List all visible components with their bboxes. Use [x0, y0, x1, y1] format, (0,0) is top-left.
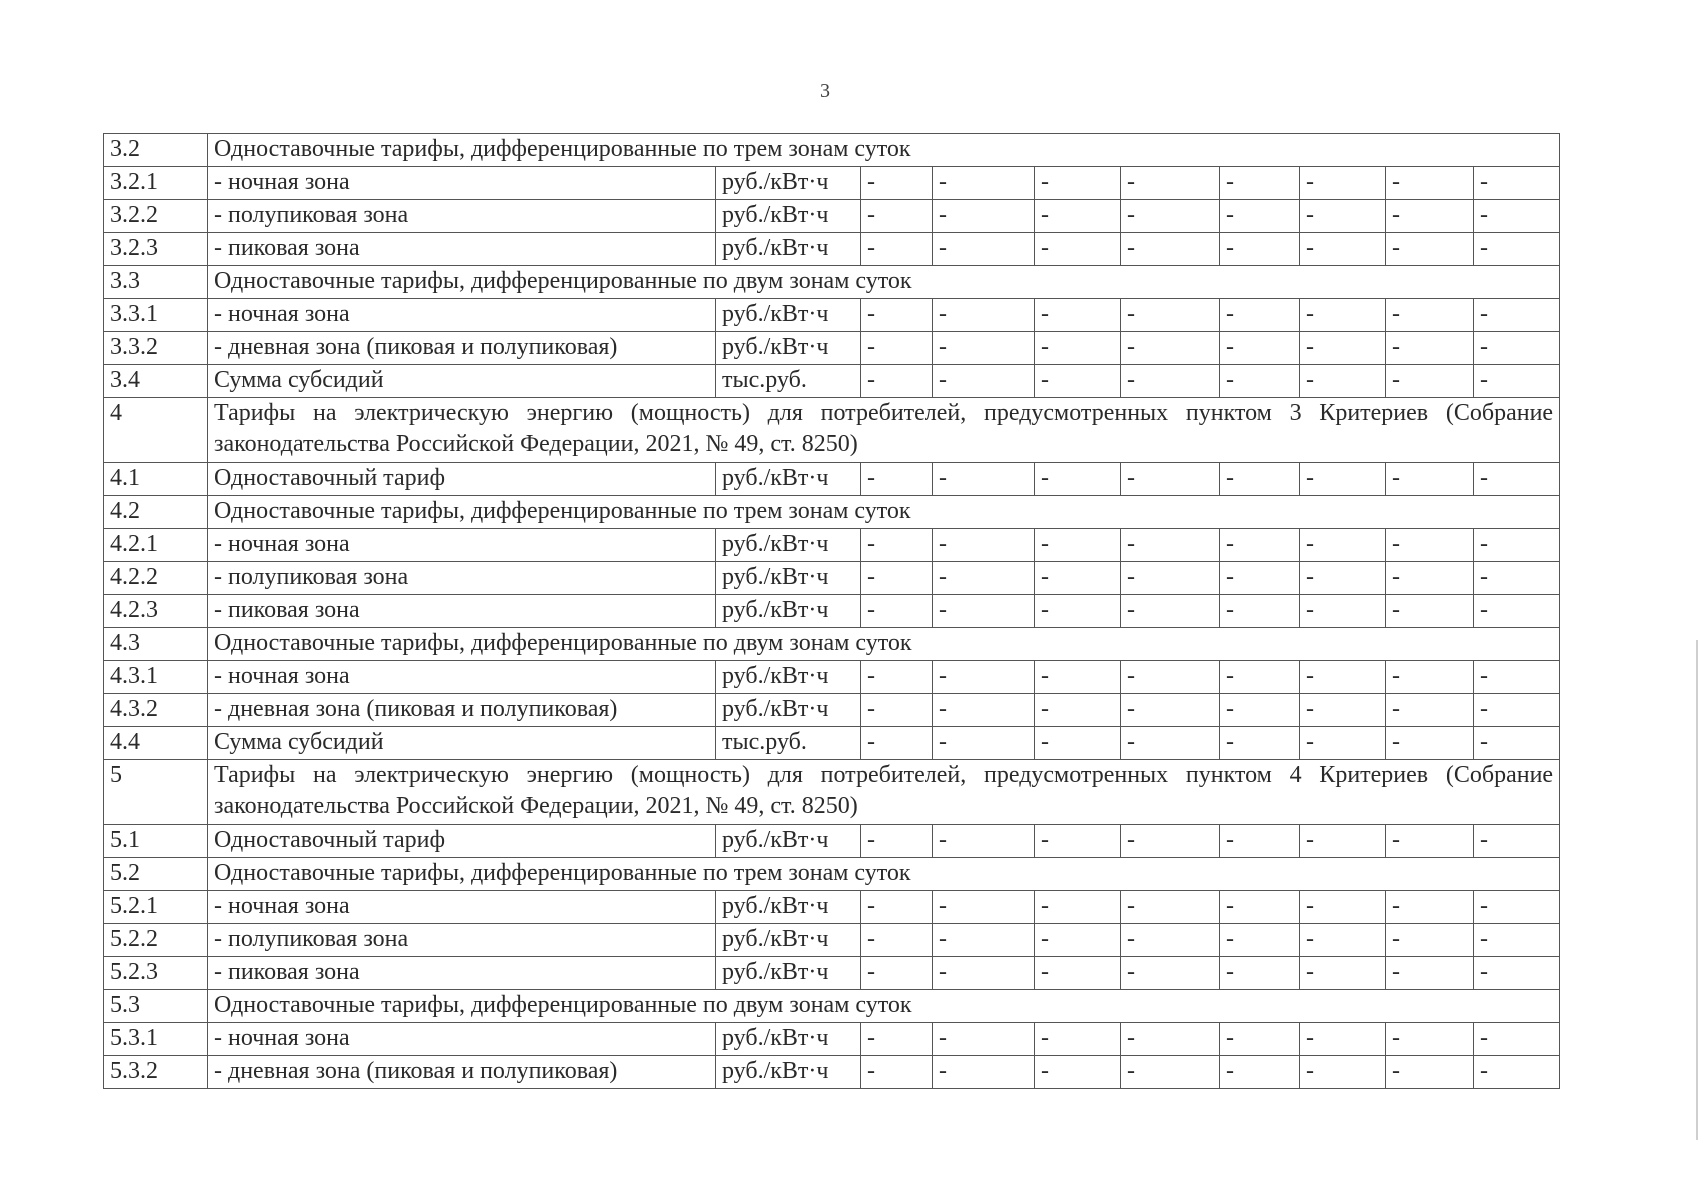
- value-cell: -: [1300, 299, 1386, 332]
- unit-cell: руб./кВт·ч: [716, 529, 861, 562]
- section-title: Одноставочные тарифы, дифференцированные по трем зонам суток: [208, 496, 1560, 529]
- value-cell: -: [1220, 661, 1300, 694]
- value-cell: -: [1386, 924, 1474, 957]
- value-cell: -: [1220, 1023, 1300, 1056]
- value-cell: -: [1035, 1023, 1121, 1056]
- value-cell: -: [861, 167, 933, 200]
- row-number: 3.2.3: [104, 233, 208, 266]
- value-cell: -: [1300, 167, 1386, 200]
- table-row: [104, 200, 1560, 233]
- indicator-name: - пиковая зона: [208, 233, 716, 266]
- value-cell: -: [1035, 299, 1121, 332]
- indicator-name: - полупиковая зона: [208, 924, 716, 957]
- value-cell: -: [1220, 365, 1300, 398]
- value-cell: -: [1386, 661, 1474, 694]
- value-cell: -: [1386, 595, 1474, 628]
- value-cell: -: [1220, 562, 1300, 595]
- value-cell: -: [1474, 727, 1560, 760]
- value-cell: -: [1121, 1056, 1220, 1089]
- table-row: [104, 595, 1560, 628]
- table-row: [104, 891, 1560, 924]
- value-cell: -: [1035, 727, 1121, 760]
- section-row: [104, 398, 1560, 463]
- value-cell: -: [1220, 233, 1300, 266]
- value-cell: -: [1386, 167, 1474, 200]
- indicator-name: - пиковая зона: [208, 595, 716, 628]
- table-row: [104, 529, 1560, 562]
- indicator-name: Сумма субсидий: [208, 727, 716, 760]
- value-cell: -: [1121, 167, 1220, 200]
- value-cell: -: [933, 365, 1035, 398]
- value-cell: -: [1035, 562, 1121, 595]
- value-cell: -: [1035, 661, 1121, 694]
- value-cell: -: [861, 200, 933, 233]
- row-number: 3.3: [104, 266, 208, 299]
- value-cell: -: [1474, 299, 1560, 332]
- unit-cell: руб./кВт·ч: [716, 924, 861, 957]
- value-cell: -: [1300, 661, 1386, 694]
- table-row: [104, 957, 1560, 990]
- value-cell: -: [1386, 1056, 1474, 1089]
- unit-cell: руб./кВт·ч: [716, 891, 861, 924]
- value-cell: -: [1300, 365, 1386, 398]
- section-title: Одноставочные тарифы, дифференцированные по трем зонам суток: [208, 858, 1560, 891]
- value-cell: -: [1474, 200, 1560, 233]
- indicator-name: - пиковая зона: [208, 957, 716, 990]
- row-number: 4.2.1: [104, 529, 208, 562]
- value-cell: -: [861, 891, 933, 924]
- value-cell: -: [1474, 825, 1560, 858]
- value-cell: -: [1300, 1023, 1386, 1056]
- value-cell: -: [1474, 924, 1560, 957]
- value-cell: -: [1300, 595, 1386, 628]
- indicator-name: Одноставочный тариф: [208, 825, 716, 858]
- table-row: [104, 332, 1560, 365]
- indicator-name: - дневная зона (пиковая и полупиковая): [208, 1056, 716, 1089]
- value-cell: -: [1386, 562, 1474, 595]
- value-cell: -: [1386, 1023, 1474, 1056]
- value-cell: -: [861, 595, 933, 628]
- value-cell: -: [1035, 694, 1121, 727]
- value-cell: -: [1121, 562, 1220, 595]
- section-row: [104, 990, 1560, 1023]
- row-number: 3.2.1: [104, 167, 208, 200]
- row-number: 5.2.3: [104, 957, 208, 990]
- value-cell: -: [933, 727, 1035, 760]
- row-number: 4.4: [104, 727, 208, 760]
- row-number: 3.4: [104, 365, 208, 398]
- indicator-name: - ночная зона: [208, 661, 716, 694]
- value-cell: -: [933, 529, 1035, 562]
- value-cell: -: [1386, 365, 1474, 398]
- value-cell: -: [1300, 562, 1386, 595]
- row-number: 4.3: [104, 628, 208, 661]
- value-cell: -: [861, 332, 933, 365]
- row-number: 4.3.1: [104, 661, 208, 694]
- section-row: [104, 266, 1560, 299]
- table-row: [104, 727, 1560, 760]
- value-cell: -: [1035, 957, 1121, 990]
- row-number: 5.3: [104, 990, 208, 1023]
- value-cell: -: [1300, 200, 1386, 233]
- table-row: [104, 694, 1560, 727]
- section-row: [104, 760, 1560, 825]
- value-cell: -: [1474, 529, 1560, 562]
- indicator-name: - ночная зона: [208, 529, 716, 562]
- row-number: 4: [104, 398, 208, 463]
- value-cell: -: [1474, 957, 1560, 990]
- row-number: 4.2.2: [104, 562, 208, 595]
- unit-cell: руб./кВт·ч: [716, 1056, 861, 1089]
- indicator-name: - дневная зона (пиковая и полупиковая): [208, 332, 716, 365]
- unit-cell: тыс.руб.: [716, 365, 861, 398]
- unit-cell: тыс.руб.: [716, 727, 861, 760]
- value-cell: -: [1121, 595, 1220, 628]
- section-row: [104, 858, 1560, 891]
- section-title: Одноставочные тарифы, дифференцированные по двум зонам суток: [208, 990, 1560, 1023]
- section-row: [104, 496, 1560, 529]
- row-number: 5.3.2: [104, 1056, 208, 1089]
- value-cell: -: [1035, 233, 1121, 266]
- value-cell: -: [1474, 891, 1560, 924]
- table-row: [104, 233, 1560, 266]
- value-cell: -: [1035, 365, 1121, 398]
- table-row: [104, 365, 1560, 398]
- row-number: 4.3.2: [104, 694, 208, 727]
- value-cell: -: [861, 825, 933, 858]
- value-cell: -: [1300, 924, 1386, 957]
- value-cell: -: [1121, 365, 1220, 398]
- row-number: 3.2: [104, 134, 208, 167]
- value-cell: -: [1386, 957, 1474, 990]
- value-cell: -: [1300, 332, 1386, 365]
- indicator-name: - ночная зона: [208, 1023, 716, 1056]
- unit-cell: руб./кВт·ч: [716, 299, 861, 332]
- value-cell: -: [1474, 233, 1560, 266]
- unit-cell: руб./кВт·ч: [716, 200, 861, 233]
- value-cell: -: [1474, 595, 1560, 628]
- row-number: 4.1: [104, 463, 208, 496]
- value-cell: -: [1121, 825, 1220, 858]
- unit-cell: руб./кВт·ч: [716, 957, 861, 990]
- unit-cell: руб./кВт·ч: [716, 332, 861, 365]
- value-cell: -: [1386, 891, 1474, 924]
- value-cell: -: [861, 529, 933, 562]
- value-cell: -: [1300, 825, 1386, 858]
- row-number: 5.2.2: [104, 924, 208, 957]
- value-cell: -: [1300, 694, 1386, 727]
- value-cell: -: [1220, 825, 1300, 858]
- value-cell: -: [861, 1023, 933, 1056]
- value-cell: -: [1121, 299, 1220, 332]
- section-row: [104, 134, 1560, 167]
- unit-cell: руб./кВт·ч: [716, 825, 861, 858]
- value-cell: -: [933, 463, 1035, 496]
- value-cell: -: [1035, 332, 1121, 365]
- unit-cell: руб./кВт·ч: [716, 694, 861, 727]
- value-cell: -: [1121, 233, 1220, 266]
- value-cell: -: [1386, 463, 1474, 496]
- value-cell: -: [933, 891, 1035, 924]
- value-cell: -: [933, 167, 1035, 200]
- indicator-name: Сумма субсидий: [208, 365, 716, 398]
- indicator-name: - ночная зона: [208, 167, 716, 200]
- value-cell: -: [861, 727, 933, 760]
- value-cell: -: [861, 1056, 933, 1089]
- value-cell: -: [1300, 957, 1386, 990]
- value-cell: -: [1035, 529, 1121, 562]
- value-cell: -: [1035, 891, 1121, 924]
- value-cell: -: [861, 233, 933, 266]
- section-title: Тарифы на электрическую энергию (мощность) для потребителей, предусмотренных пунктом 3 Критериев (Собрание законодательства Российской Федерации, 2021, № 49, ст. 8250): [208, 398, 1560, 463]
- table-row: [104, 167, 1560, 200]
- value-cell: -: [933, 1056, 1035, 1089]
- table-row: [104, 924, 1560, 957]
- value-cell: -: [1386, 299, 1474, 332]
- row-number: 3.3.2: [104, 332, 208, 365]
- section-title: Одноставочные тарифы, дифференцированные по трем зонам суток: [208, 134, 1560, 167]
- value-cell: -: [1035, 463, 1121, 496]
- table-row: [104, 1056, 1560, 1089]
- value-cell: -: [1386, 233, 1474, 266]
- value-cell: -: [1474, 694, 1560, 727]
- value-cell: -: [1386, 825, 1474, 858]
- value-cell: -: [1474, 1023, 1560, 1056]
- value-cell: -: [1300, 891, 1386, 924]
- unit-cell: руб./кВт·ч: [716, 595, 861, 628]
- value-cell: -: [933, 1023, 1035, 1056]
- value-cell: -: [1121, 529, 1220, 562]
- table-row: [104, 1023, 1560, 1056]
- value-cell: -: [933, 332, 1035, 365]
- row-number: 5: [104, 760, 208, 825]
- value-cell: -: [1220, 200, 1300, 233]
- value-cell: -: [861, 463, 933, 496]
- value-cell: -: [1220, 332, 1300, 365]
- value-cell: -: [1220, 727, 1300, 760]
- value-cell: -: [861, 957, 933, 990]
- value-cell: -: [861, 661, 933, 694]
- value-cell: -: [1121, 727, 1220, 760]
- value-cell: -: [1121, 1023, 1220, 1056]
- value-cell: -: [861, 365, 933, 398]
- value-cell: -: [1035, 924, 1121, 957]
- value-cell: -: [1220, 1056, 1300, 1089]
- value-cell: -: [1300, 1056, 1386, 1089]
- indicator-name: - ночная зона: [208, 891, 716, 924]
- row-number: 4.2.3: [104, 595, 208, 628]
- section-title: Одноставочные тарифы, дифференцированные по двум зонам суток: [208, 628, 1560, 661]
- value-cell: -: [1474, 661, 1560, 694]
- row-number: 3.2.2: [104, 200, 208, 233]
- value-cell: -: [861, 694, 933, 727]
- value-cell: -: [1121, 891, 1220, 924]
- value-cell: -: [1035, 167, 1121, 200]
- section-title: Тарифы на электрическую энергию (мощность) для потребителей, предусмотренных пунктом 4 Критериев (Собрание законодательства Российской Федерации, 2021, № 49, ст. 8250): [208, 760, 1560, 825]
- value-cell: -: [1220, 891, 1300, 924]
- value-cell: -: [933, 200, 1035, 233]
- indicator-name: - полупиковая зона: [208, 200, 716, 233]
- tariff-table-body: [104, 134, 1560, 1089]
- unit-cell: руб./кВт·ч: [716, 1023, 861, 1056]
- value-cell: -: [1121, 332, 1220, 365]
- value-cell: -: [1300, 727, 1386, 760]
- value-cell: -: [1035, 595, 1121, 628]
- section-row: [104, 628, 1560, 661]
- unit-cell: руб./кВт·ч: [716, 661, 861, 694]
- value-cell: -: [1220, 167, 1300, 200]
- value-cell: -: [1474, 332, 1560, 365]
- row-number: 3.3.1: [104, 299, 208, 332]
- value-cell: -: [1035, 1056, 1121, 1089]
- value-cell: -: [1220, 924, 1300, 957]
- row-number: 5.1: [104, 825, 208, 858]
- tariff-table: [103, 133, 1560, 1089]
- table-row: [104, 825, 1560, 858]
- value-cell: -: [1474, 167, 1560, 200]
- unit-cell: руб./кВт·ч: [716, 233, 861, 266]
- value-cell: -: [1386, 727, 1474, 760]
- value-cell: -: [933, 957, 1035, 990]
- value-cell: -: [933, 924, 1035, 957]
- value-cell: -: [933, 661, 1035, 694]
- value-cell: -: [1121, 957, 1220, 990]
- value-cell: -: [1474, 463, 1560, 496]
- value-cell: -: [1220, 529, 1300, 562]
- table-row: [104, 299, 1560, 332]
- value-cell: -: [1121, 200, 1220, 233]
- value-cell: -: [1386, 694, 1474, 727]
- unit-cell: руб./кВт·ч: [716, 562, 861, 595]
- value-cell: -: [1474, 1056, 1560, 1089]
- indicator-name: Одноставочный тариф: [208, 463, 716, 496]
- value-cell: -: [1386, 200, 1474, 233]
- value-cell: -: [1121, 463, 1220, 496]
- value-cell: -: [1300, 233, 1386, 266]
- value-cell: -: [861, 924, 933, 957]
- value-cell: -: [1300, 463, 1386, 496]
- value-cell: -: [861, 562, 933, 595]
- value-cell: -: [933, 299, 1035, 332]
- row-number: 5.3.1: [104, 1023, 208, 1056]
- value-cell: -: [933, 562, 1035, 595]
- value-cell: -: [933, 595, 1035, 628]
- value-cell: -: [1474, 562, 1560, 595]
- value-cell: -: [1474, 365, 1560, 398]
- indicator-name: - дневная зона (пиковая и полупиковая): [208, 694, 716, 727]
- table-row: [104, 562, 1560, 595]
- indicator-name: - полупиковая зона: [208, 562, 716, 595]
- value-cell: -: [1220, 595, 1300, 628]
- row-number: 5.2: [104, 858, 208, 891]
- value-cell: -: [933, 825, 1035, 858]
- table-row: [104, 463, 1560, 496]
- value-cell: -: [1386, 529, 1474, 562]
- row-number: 5.2.1: [104, 891, 208, 924]
- table-row: [104, 661, 1560, 694]
- value-cell: -: [861, 299, 933, 332]
- value-cell: -: [933, 233, 1035, 266]
- indicator-name: - ночная зона: [208, 299, 716, 332]
- value-cell: -: [1220, 957, 1300, 990]
- value-cell: -: [1035, 825, 1121, 858]
- page-number: 3: [820, 80, 830, 102]
- section-title: Одноставочные тарифы, дифференцированные по двум зонам суток: [208, 266, 1560, 299]
- value-cell: -: [933, 694, 1035, 727]
- value-cell: -: [1220, 694, 1300, 727]
- row-number: 4.2: [104, 496, 208, 529]
- value-cell: -: [1121, 924, 1220, 957]
- unit-cell: руб./кВт·ч: [716, 167, 861, 200]
- value-cell: -: [1121, 661, 1220, 694]
- value-cell: -: [1300, 529, 1386, 562]
- value-cell: -: [1035, 200, 1121, 233]
- value-cell: -: [1386, 332, 1474, 365]
- unit-cell: руб./кВт·ч: [716, 463, 861, 496]
- value-cell: -: [1121, 694, 1220, 727]
- value-cell: -: [1220, 463, 1300, 496]
- value-cell: -: [1220, 299, 1300, 332]
